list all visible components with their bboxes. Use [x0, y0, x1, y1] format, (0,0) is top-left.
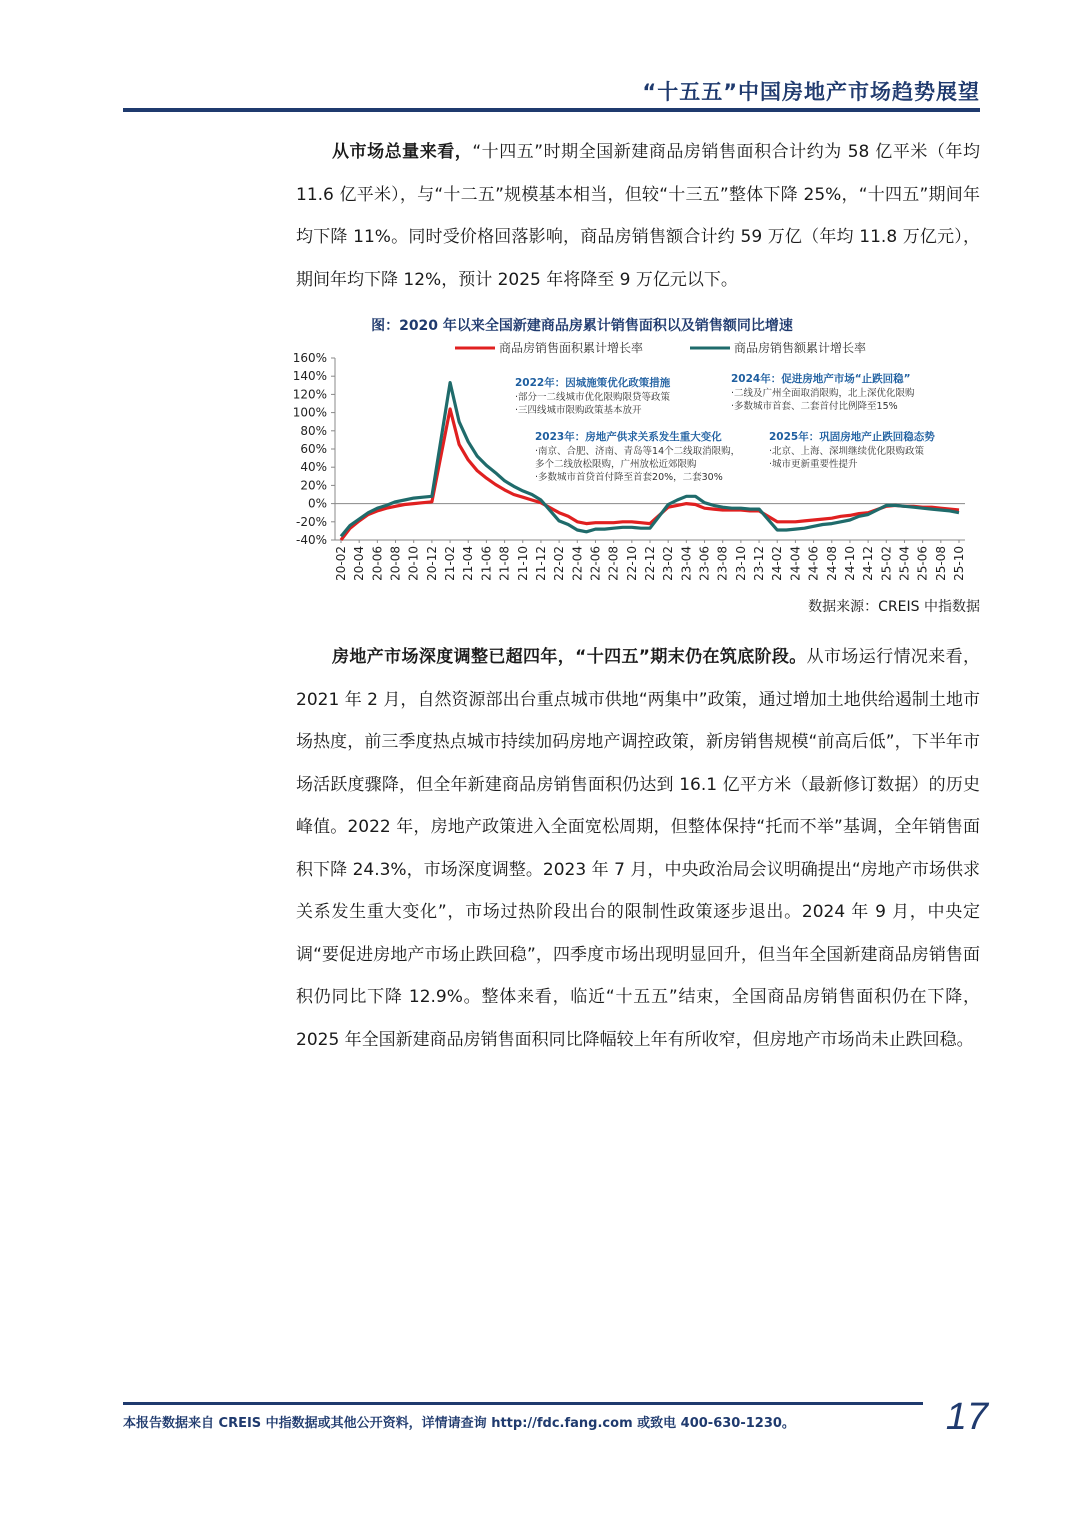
x-tick-label: 22-08 [606, 546, 621, 581]
paragraph-market-volume [296, 131, 980, 301]
paragraph-lead: 房地产市场深度调整已超四年，“十四五”期末仍在筑底阶段。 [332, 647, 807, 667]
x-tick-label: 20-08 [388, 546, 403, 581]
y-tick-label: 40% [300, 460, 327, 475]
annotation-line: ·多数城市首贷首付降至首套20%，二套30% [535, 472, 723, 483]
x-tick-label: 22-04 [570, 546, 585, 581]
x-tick-label: 24-04 [788, 546, 803, 581]
annotation-line: ·多数城市首套、二套首付比例降至15% [731, 401, 898, 412]
y-tick-label: 20% [300, 478, 327, 493]
annotation-title: 2023年：房地产供求关系发生重大变化 [535, 431, 722, 443]
y-tick-label: 100% [292, 405, 327, 420]
x-tick-label: 20-04 [352, 546, 367, 581]
paragraph-market-adjustment [296, 636, 980, 1061]
annotation-title: 2022年：因城施策优化政策措施 [515, 377, 671, 389]
x-tick-label: 24-10 [842, 546, 857, 581]
annotation-line: ·部分一二线城市优化限购限贷等政策 [515, 392, 671, 403]
x-tick-label: 23-12 [752, 546, 767, 581]
x-tick-label: 23-10 [733, 546, 748, 581]
x-tick-label: 20-10 [406, 546, 421, 581]
x-tick-label: 21-08 [497, 546, 512, 581]
x-tick-label: 20-06 [370, 546, 385, 581]
y-tick-label: 0% [307, 496, 327, 511]
x-tick-label: 20-02 [334, 546, 348, 581]
annotation-title: 2025年：巩固房地产止跌回稳态势 [769, 431, 935, 443]
paragraph-lead: 从市场总量来看， [332, 142, 473, 162]
x-tick-label: 20-12 [424, 546, 439, 581]
sales-growth-chart [285, 312, 985, 602]
x-tick-label: 23-06 [697, 546, 712, 581]
legend-label: 商品房销售额累计增长率 [734, 341, 867, 355]
y-tick-label: -20% [295, 514, 327, 529]
chart-title: 图：2020 年以来全国新建商品房累计销售面积以及销售额同比增速 [371, 318, 793, 334]
x-tick-label: 21-04 [461, 546, 476, 581]
chart-svg [285, 312, 985, 602]
x-tick-label: 22-10 [624, 546, 639, 581]
x-tick-label: 24-06 [806, 546, 821, 581]
annotation-title: 2024年：促进房地产市场“止跌回稳” [731, 373, 911, 385]
y-tick-label: 140% [292, 369, 327, 384]
header-divider [123, 108, 980, 112]
x-tick-label: 21-06 [479, 546, 494, 581]
x-tick-label: 23-02 [661, 546, 676, 581]
annotation-line: ·北京、上海、深圳继续优化限购政策 [769, 446, 925, 457]
legend-label: 商品房销售面积累计增长率 [499, 341, 644, 355]
y-tick-label: -40% [295, 533, 327, 547]
x-tick-label: 25-04 [897, 546, 912, 581]
x-tick-label: 21-02 [443, 546, 458, 581]
x-tick-label: 21-12 [533, 546, 548, 581]
x-tick-label: 25-08 [933, 546, 948, 581]
page-number: 17 [945, 1396, 988, 1438]
y-tick-label: 120% [292, 387, 327, 402]
footer-disclaimer: 本报告数据来自 CREIS 中指数据或其他公开资料，详情请查询 http://fdc.fang.com 或致电 400-630-1230。 [123, 1416, 795, 1431]
chart-legend [455, 340, 866, 355]
annotation-line: 多个二线放松限购，广州放松近郊限购 [535, 459, 697, 470]
chart-annotations [515, 372, 935, 483]
report-header-title: “十五五”中国房地产市场趋势展望 [642, 80, 980, 104]
x-tick-label: 22-02 [552, 546, 567, 581]
paragraph-body: “十四五”时期全国新建商品房销售面积合计约为 58 亿平米（年均 11.6 亿平米），与“十二五”规模基本相当，但较“十三五”整体下降 25%，“十四五”期间年均下降 11%。同时受价格回落影响，商品房销售额合计约 59 万亿（年均 11.8 万亿元），期间年均下降 12%，预计 2025 年将降至 9 万亿元以下。 [296, 142, 980, 290]
x-tick-label: 21-10 [515, 546, 530, 581]
data-source-note: 数据来源：CREIS 中指数据 [808, 599, 980, 615]
x-tick-label: 22-12 [643, 546, 657, 581]
y-tick-label: 80% [300, 423, 327, 438]
annotation-line: ·三四线城市限购政策基本放开 [515, 405, 642, 416]
annotation-line: ·二线及广州全面取消限购，北上深优化限购 [731, 388, 915, 399]
x-tick-label: 25-06 [915, 546, 930, 581]
x-tick-label: 25-10 [952, 546, 966, 581]
x-tick-label: 24-02 [770, 546, 785, 581]
paragraph-body: 从市场运行情况来看，2021 年 2 月，自然资源部出台重点城市供地“两集中”政策，通过增加土地供给遏制土地市场热度，前三季度热点城市持续加码房地产调控政策，新房销售规模“前高后低”，下半年市场活跃度骤降，但全年新建商品房销售面积仍达到 16.1 亿平方米（最新修订数据）的历史峰值。2022 年，房地产政策进入全面宽松周期，但整体保持“托而不举”基调，全年销售面积下降 24.3%，市场深度调整。2023 年 7 月，中央政治局会议明确提出“房地产市场供求关系发生重大变化”，市场过热阶段出台的限制性政策逐步退出。2024 年 9 月，中央定调“要促进房地产市场止跌回稳”，四季度市场出现明显回升，但当年全国新建商品房销售面积仍同比下降 12.9%。整体来看，临近“十五五”结束，全国商品房销售面积仍在下降，2025 年全国新建商品房销售面积同比降幅较上年有所收窄，但房地产市场尚未止跌回稳。 [296, 647, 980, 1050]
x-tick-label: 22-06 [588, 546, 603, 581]
y-tick-label: 160% [292, 351, 327, 365]
annotation-line: ·城市更新重要性提升 [769, 459, 858, 470]
annotation-line: ·南京、合肥、济南、青岛等14个二线取消限购， [535, 446, 741, 457]
x-tick-label: 25-02 [879, 546, 894, 581]
x-tick-label: 23-08 [715, 546, 730, 581]
x-tick-label: 24-12 [861, 546, 876, 581]
x-tick-label: 24-08 [824, 546, 839, 581]
footer-divider [123, 1402, 923, 1405]
x-tick-label: 23-04 [679, 546, 694, 581]
chart-x-ticks [334, 540, 966, 581]
y-tick-label: 60% [300, 442, 327, 456]
